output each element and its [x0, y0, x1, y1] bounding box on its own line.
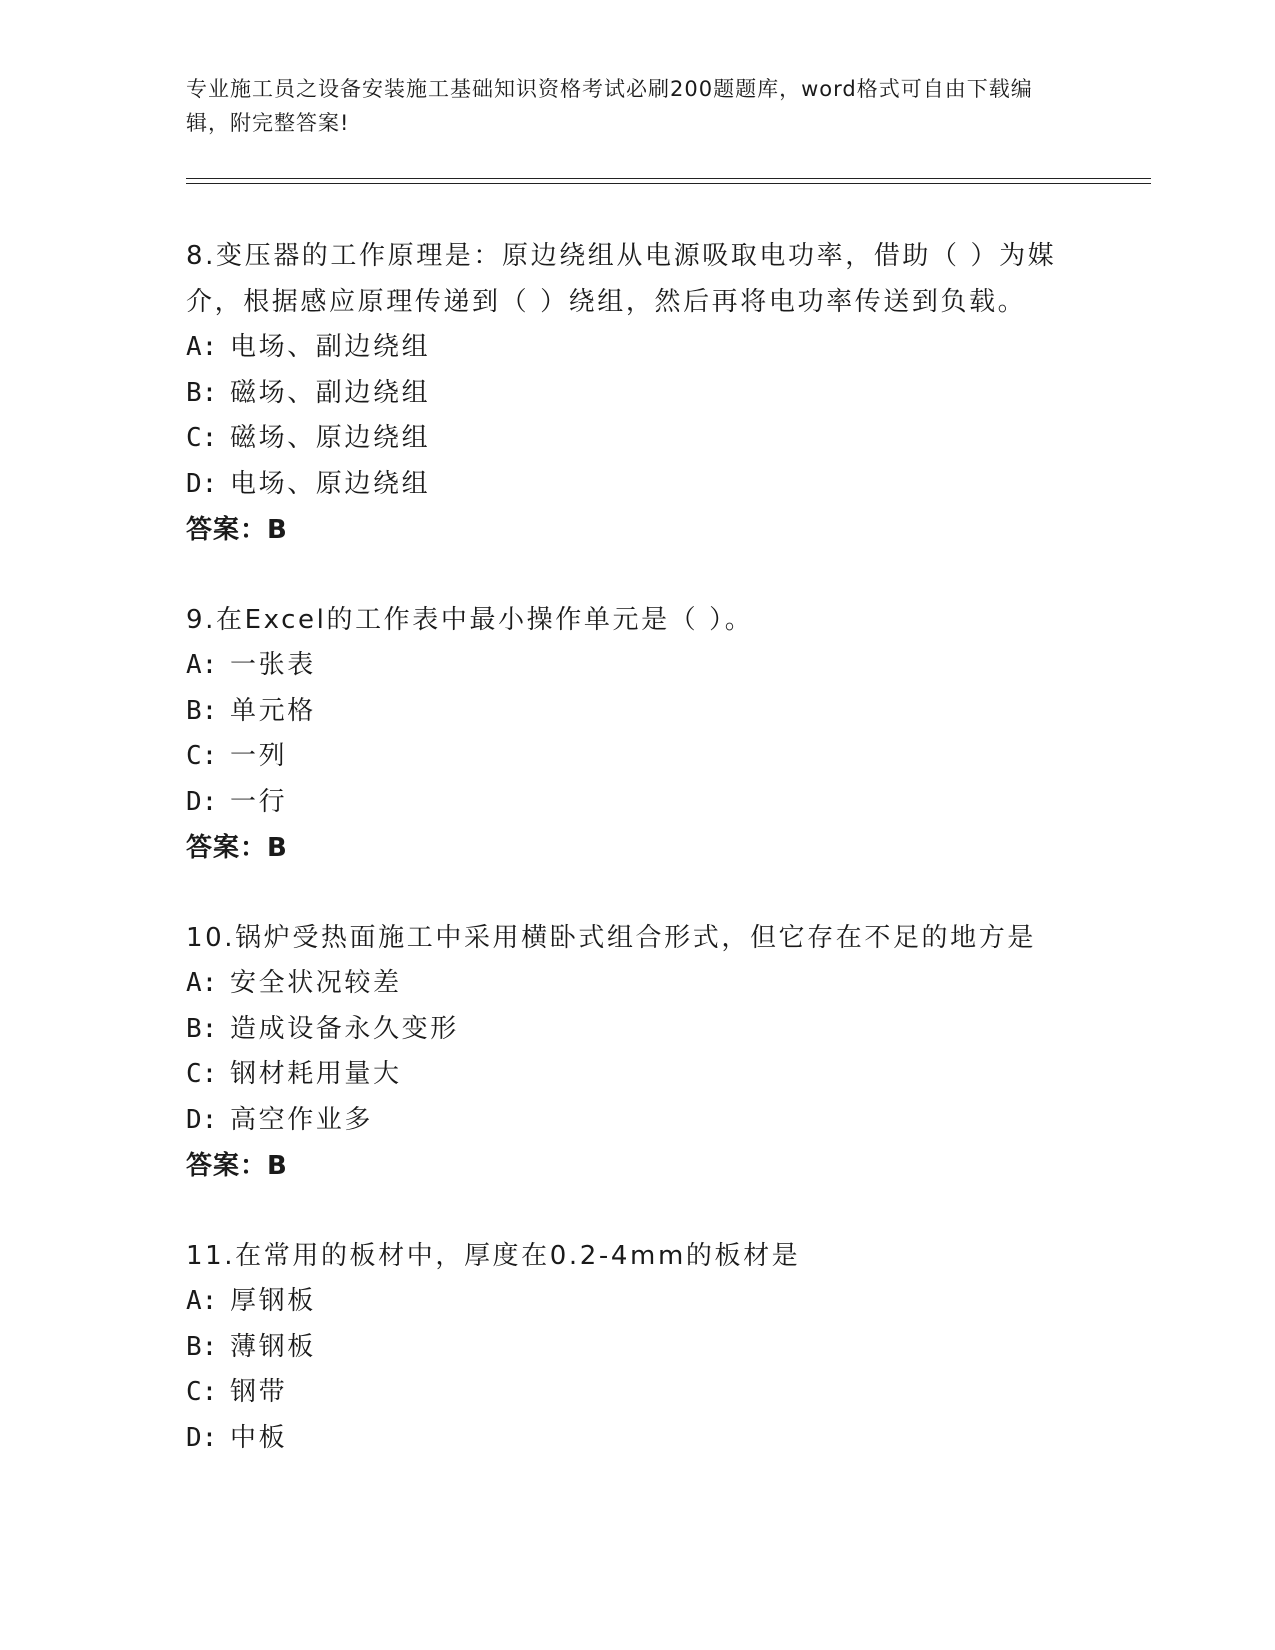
option-text: 钢带: [230, 1377, 288, 1407]
option-a: [186, 961, 1086, 1007]
option-letter: D:: [186, 1104, 218, 1135]
option-letter: C:: [186, 1377, 218, 1407]
option-a: [186, 1279, 1086, 1325]
option-d: [186, 1416, 1086, 1462]
option-c: [186, 1052, 1086, 1098]
option-text: 安全状况较差: [230, 968, 402, 998]
question-text: 10.锅炉受热面施工中采用横卧式组合形式，但它存在不足的地方是: [186, 923, 1036, 953]
option-text: 一行: [230, 786, 288, 817]
question-text: 9.在Excel的工作表中最小操作单元是（ ）。: [186, 605, 754, 635]
answer-line: 答案：B: [186, 515, 288, 545]
option-text: 电场、副边绕组: [230, 332, 431, 362]
option-letter: A:: [186, 650, 218, 680]
option-text: 造成设备永久变形: [230, 1013, 459, 1044]
option-letter: C:: [186, 423, 218, 453]
option-letter: A:: [186, 968, 218, 998]
option-text: 磁场、原边绕组: [230, 423, 431, 453]
option-d: [186, 1098, 1086, 1144]
option-b: [186, 1325, 1086, 1371]
option-text: 一张表: [230, 650, 316, 680]
option-letter: D:: [186, 468, 218, 499]
document-header: 专业施工员之设备安装施工基础知识资格考试必刷200题题库，word格式可自由下载编辑，附完整答案!: [186, 77, 1033, 135]
answer-line: 答案：B: [186, 833, 288, 863]
option-text: 一列: [230, 741, 288, 771]
option-letter: D:: [186, 1422, 218, 1453]
option-a: [186, 643, 1086, 689]
option-c: [186, 1370, 1086, 1416]
question-list: [186, 233, 1086, 1505]
question-text: 11.在常用的板材中，厚度在0.2-4mm的板材是: [186, 1241, 801, 1271]
option-letter: B:: [186, 1331, 218, 1362]
option-letter: A:: [186, 1286, 218, 1316]
option-b: [186, 689, 1086, 735]
option-text: 单元格: [230, 695, 316, 726]
question-10: [186, 915, 1086, 1189]
option-a: [186, 325, 1086, 371]
option-text: 钢材耗用量大: [230, 1059, 402, 1089]
header-divider-bottom: [186, 183, 1151, 184]
option-text: 厚钢板: [230, 1286, 316, 1316]
option-b: [186, 371, 1086, 417]
option-letter: C:: [186, 1059, 218, 1089]
question-8: [186, 233, 1086, 553]
option-text: 高空作业多: [230, 1104, 374, 1135]
option-text: 电场、原边绕组: [230, 468, 431, 499]
option-letter: C:: [186, 741, 218, 771]
question-11: [186, 1233, 1086, 1461]
question-9: [186, 597, 1086, 871]
option-letter: D:: [186, 786, 218, 817]
option-letter: B:: [186, 695, 218, 726]
question-text: 8.变压器的工作原理是：原边绕组从电源吸取电功率，借助（ ）为媒介，根据感应原理传递到（ ）绕组，然后再将电功率传送到负载。: [186, 241, 1057, 317]
option-b: [186, 1007, 1086, 1053]
option-text: 薄钢板: [230, 1331, 316, 1362]
option-c: [186, 416, 1086, 462]
option-letter: B:: [186, 377, 218, 408]
answer-line: 答案：B: [186, 1151, 288, 1181]
option-letter: A:: [186, 332, 218, 362]
option-d: [186, 462, 1086, 508]
option-c: [186, 734, 1086, 780]
option-text: 磁场、副边绕组: [230, 377, 431, 408]
option-d: [186, 780, 1086, 826]
option-letter: B:: [186, 1013, 218, 1044]
header-divider-top: [186, 178, 1151, 179]
option-text: 中板: [230, 1422, 288, 1453]
